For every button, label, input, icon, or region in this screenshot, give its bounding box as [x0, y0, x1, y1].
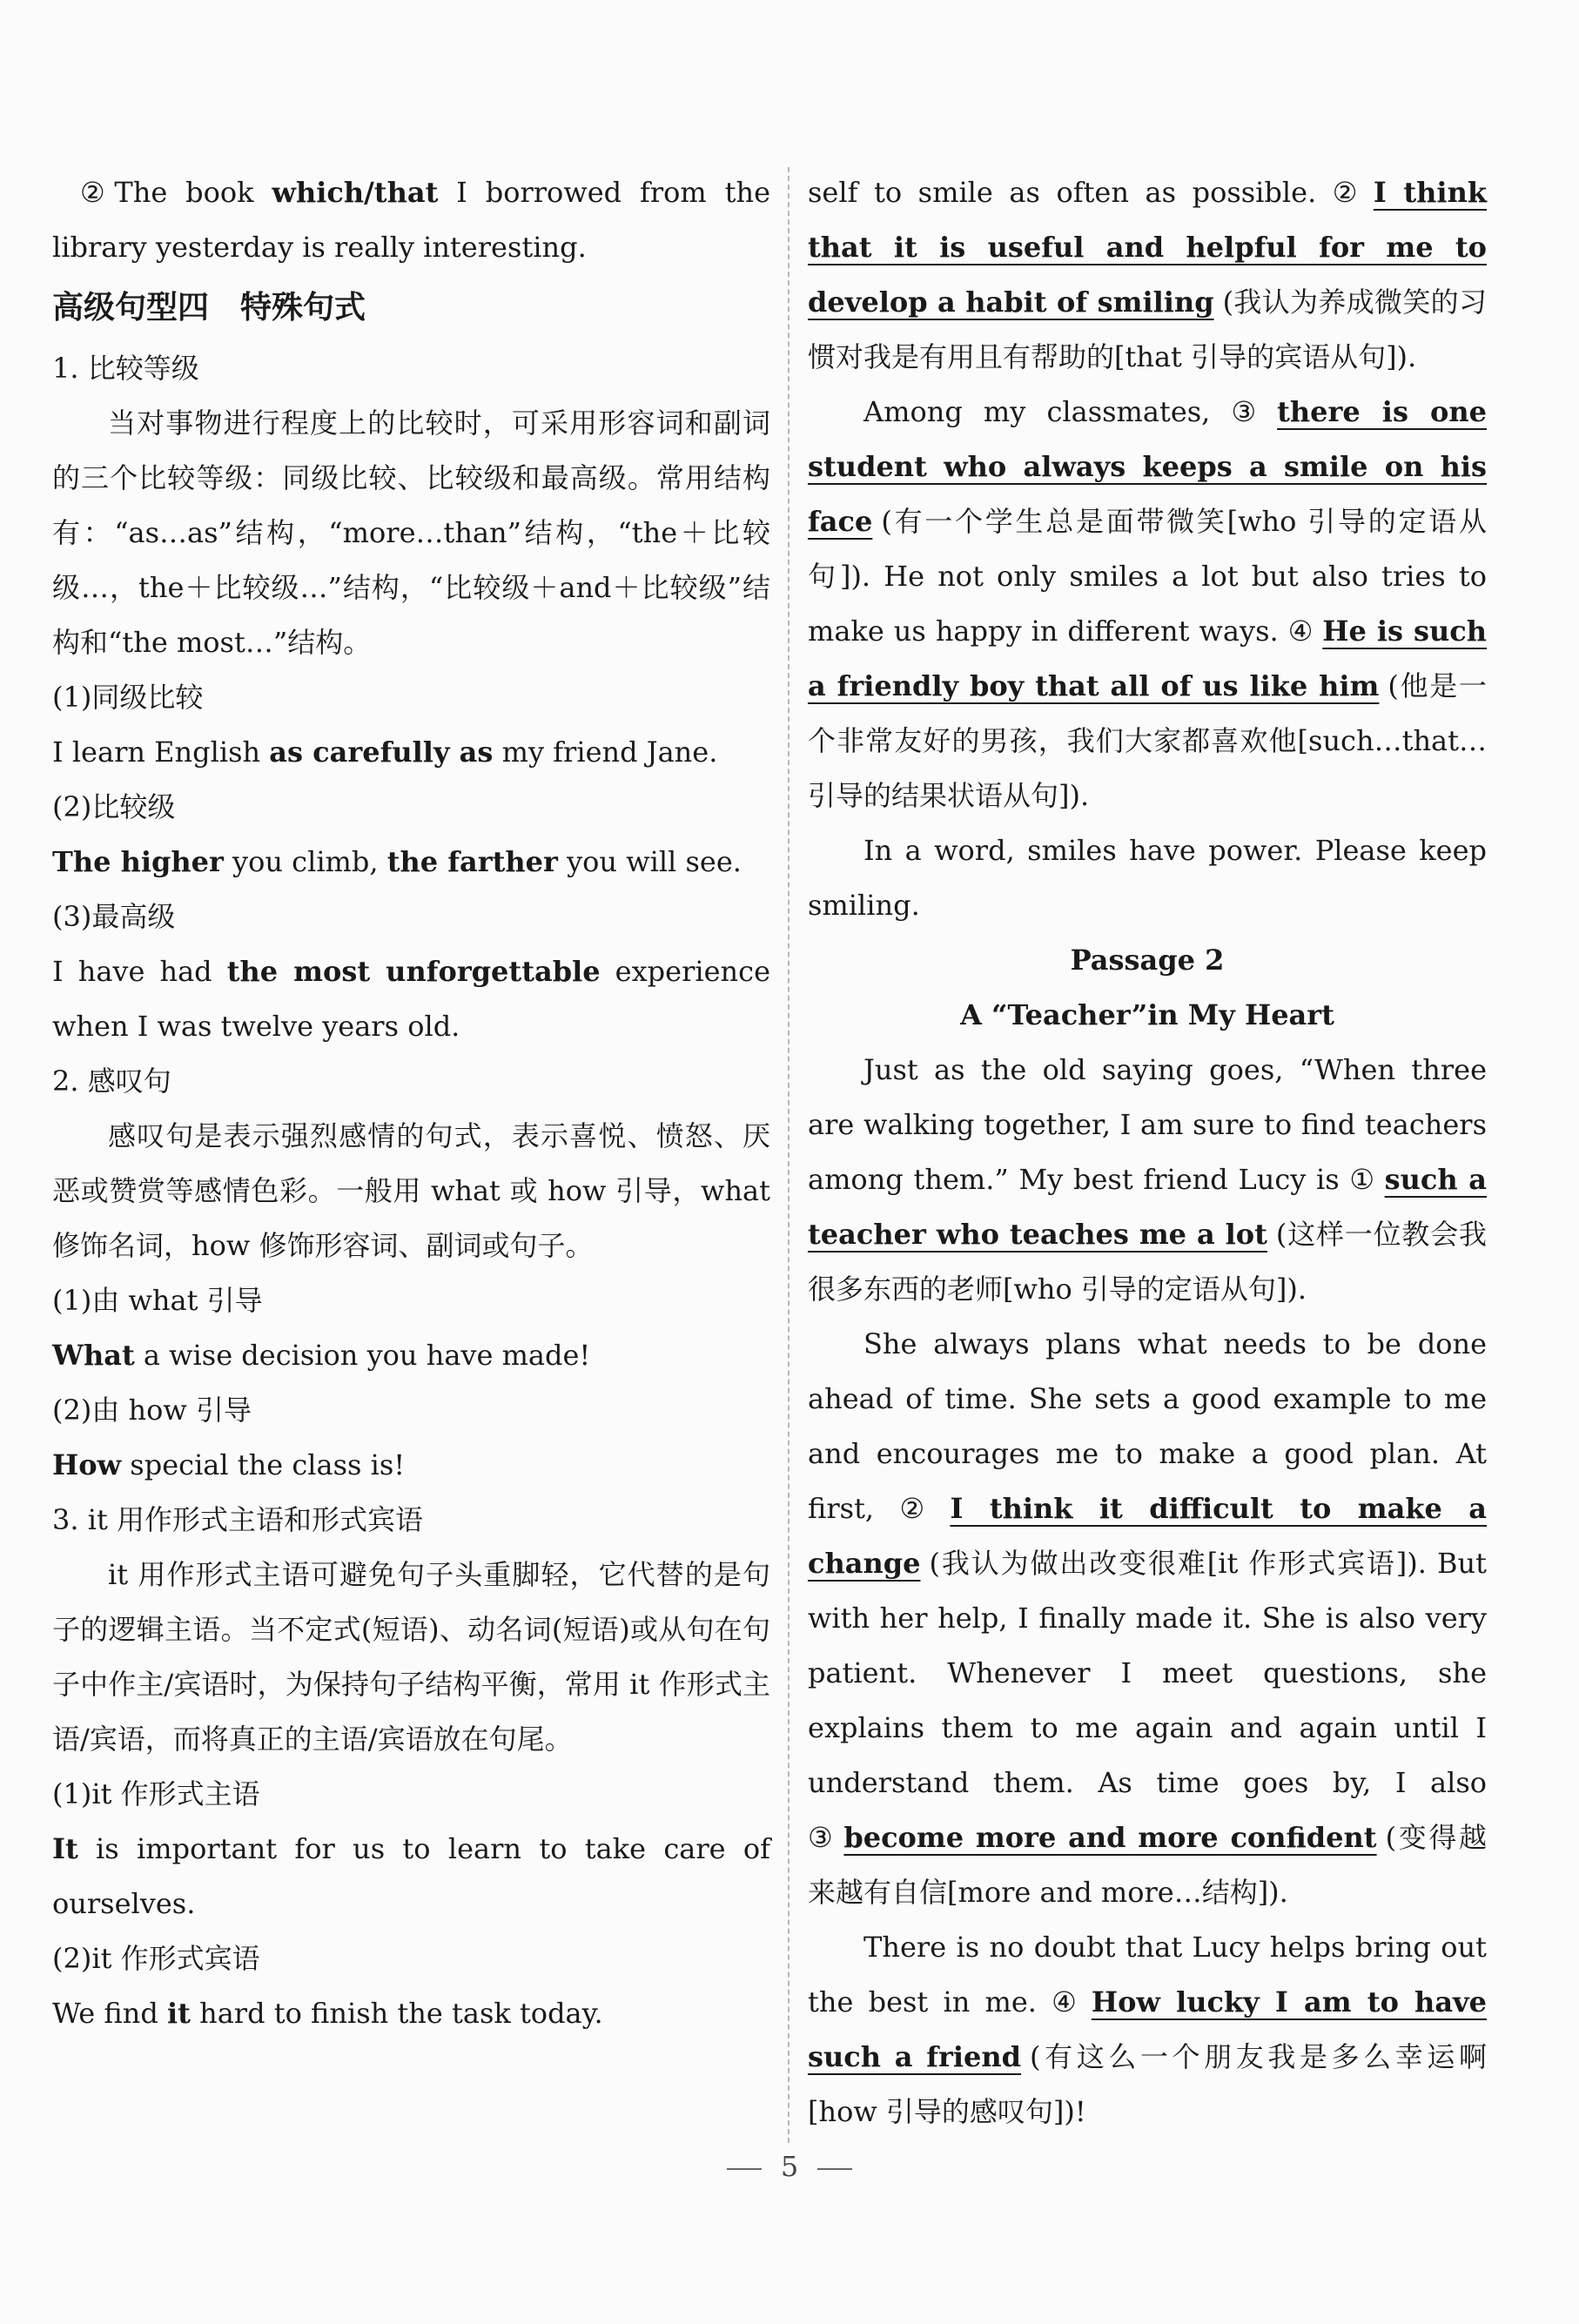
s1-title: 1. 比较等级	[52, 352, 199, 385]
answer-blank: become more and more confident	[843, 1821, 1377, 1854]
text: my friend Jane.	[493, 735, 718, 769]
bold-text: How	[52, 1448, 122, 1481]
r-paragraph-1	[808, 165, 1487, 385]
s3-example2	[52, 1986, 770, 2041]
text: (我认为做出改变很难[it 作形式宾语]). But with her help, I finally made it. She is also very patient. Whenever I meet questions, she explains them to me again and again until I understand them. As time goes by, I also ③	[808, 1547, 1487, 1854]
s2-sub2: (2)由 how 引导	[52, 1394, 252, 1427]
footer-dash-right	[817, 2168, 852, 2170]
s3-desc: it 用作形式主语可避免句子头重脚轻，它代替的是句子的逻辑主语。当不定式(短语)、动名词(短语)或从句在句子中作主/宾语时，为保持句子结构平衡，常用 it 作形式主语/宾语，而将真正的主语/宾语放在句尾。	[52, 1558, 770, 1756]
answer-blank: How lucky I am to have such a friend	[808, 1985, 1488, 2073]
s1-example2	[52, 835, 770, 890]
text: I borrowed from the library yesterday is really interesting.	[52, 176, 771, 264]
bold-text: What	[52, 1339, 135, 1372]
answer-blank: I think it difficult to make a change	[808, 1492, 1488, 1580]
right-column	[808, 165, 1487, 2139]
text: ②The book	[80, 176, 272, 209]
text: (有这么一个朋友我是多么幸运啊[how 引导的感叹句])!	[808, 2040, 1487, 2128]
text: you will see.	[557, 845, 742, 878]
q-paragraph-3	[808, 1920, 1487, 2139]
passage-number: Passage 2	[1070, 944, 1225, 977]
s2-example2	[52, 1438, 770, 1493]
page-number: 5	[780, 2150, 799, 2183]
text: special the class is!	[121, 1448, 406, 1481]
text: Just as the old saying goes, “When three are walking together, I am sure to find teachers among them.” My best friend Lucy is ①	[808, 1053, 1487, 1196]
bold-text: the farther	[386, 845, 558, 878]
bold-text: as carefully as	[269, 735, 494, 769]
bold-text: it	[167, 1997, 191, 2030]
r-paragraph-3: In a word, smiles have power. Please keep smiling.	[808, 834, 1487, 922]
s1-sub2: (2)比较级	[52, 790, 176, 823]
text: (这样一位教会我很多东西的老师[who 引导的定语从句]).	[808, 1218, 1487, 1306]
text: experience when I was twelve years old.	[52, 955, 770, 1043]
answer-blank: such a teacher who teaches me a lot	[808, 1163, 1488, 1251]
answer-blank: I think that it is useful and helpful for me to develop a habit of smiling	[808, 176, 1488, 319]
text: (我认为养成微笑的习惯对我是有用且有帮助的[that 引导的宾语从句]).	[808, 285, 1487, 373]
bold-text: which/that	[272, 176, 439, 209]
bold-text: The higher	[52, 845, 224, 878]
s1-desc: 当对事物进行程度上的比较时，可采用形容词和副词的三个比较等级：同级比较、比较级和最高级。常用结构有：“as…as”结构，“more…than”结构，“the＋比较级…，the＋比较级…”结构，“比较级＋and＋比较级”结构和“the most…”结构。	[52, 406, 770, 659]
q-paragraph-2	[808, 1317, 1487, 1920]
text: I have had	[52, 955, 227, 988]
s1-example1	[52, 725, 770, 780]
text: Among my classmates, ③	[863, 395, 1269, 428]
bold-text: It	[52, 1832, 78, 1865]
column-divider	[788, 167, 790, 2143]
s2-sub1: (1)由 what 引导	[52, 1284, 263, 1317]
text: a wise decision you have made!	[134, 1339, 591, 1372]
intro-example	[52, 165, 770, 275]
footer-dash-left	[727, 2168, 762, 2170]
s1-example3	[52, 944, 770, 1054]
text: There is no doubt that Lucy helps bring out the best in me. ④	[808, 1931, 1487, 2018]
passage-title: A “Teacher”in My Heart	[960, 998, 1334, 1031]
s1-sub3: (3)最高级	[52, 900, 176, 933]
page-footer	[0, 2150, 1579, 2183]
text: We find	[52, 1997, 167, 2030]
s2-desc: 感叹句是表示强烈感情的句式，表示喜悦、愤怒、厌恶或赞赏等感情色彩。一般用 what 或 how 引导，what 修饰名词，how 修饰形容词、副词或句子。	[52, 1119, 770, 1262]
bold-text: the most unforgettable	[226, 955, 601, 988]
answer-blank: there is one student who always keeps a smile on his face	[808, 395, 1487, 538]
q-paragraph-1	[808, 1043, 1487, 1317]
text: self to smile as often as possible. ②	[808, 176, 1365, 209]
answer-blank: He is such a friendly boy that all of us like him	[808, 615, 1488, 702]
section-heading: 高级句型四 特殊句式	[52, 290, 366, 326]
r-paragraph-2	[808, 385, 1487, 823]
text: you climb,	[223, 845, 387, 878]
text: (有一个学生总是面带微笑[who 引导的定语从句]). He not only smiles a lot but also tries to make us happy in different ways. ④	[808, 505, 1487, 648]
s3-sub1: (1)it 作形式主语	[52, 1777, 260, 1810]
text: (他是一个非常友好的男孩，我们大家都喜欢他[such…that…引导的结果状语从句]).	[808, 669, 1487, 812]
text: hard to finish the task today.	[190, 1997, 603, 2030]
text: She always plans what needs to be done ahead of time. She sets a good example to me and encourages me to make a good plan. At first, ②	[808, 1327, 1487, 1525]
s3-sub2: (2)it 作形式宾语	[52, 1942, 260, 1975]
s2-title: 2. 感叹句	[52, 1065, 171, 1098]
text: (变得越来越有自信[more and more…结构]).	[808, 1821, 1487, 1909]
s2-example1	[52, 1328, 770, 1383]
s3-title: 3. it 用作形式主语和形式宾语	[52, 1503, 423, 1536]
text: is important for us to learn to take care of ourselves.	[52, 1832, 770, 1920]
text: I learn English	[52, 735, 270, 769]
s1-sub1: (1)同级比较	[52, 681, 204, 714]
s3-example1	[52, 1822, 770, 1931]
left-column	[52, 165, 770, 2041]
